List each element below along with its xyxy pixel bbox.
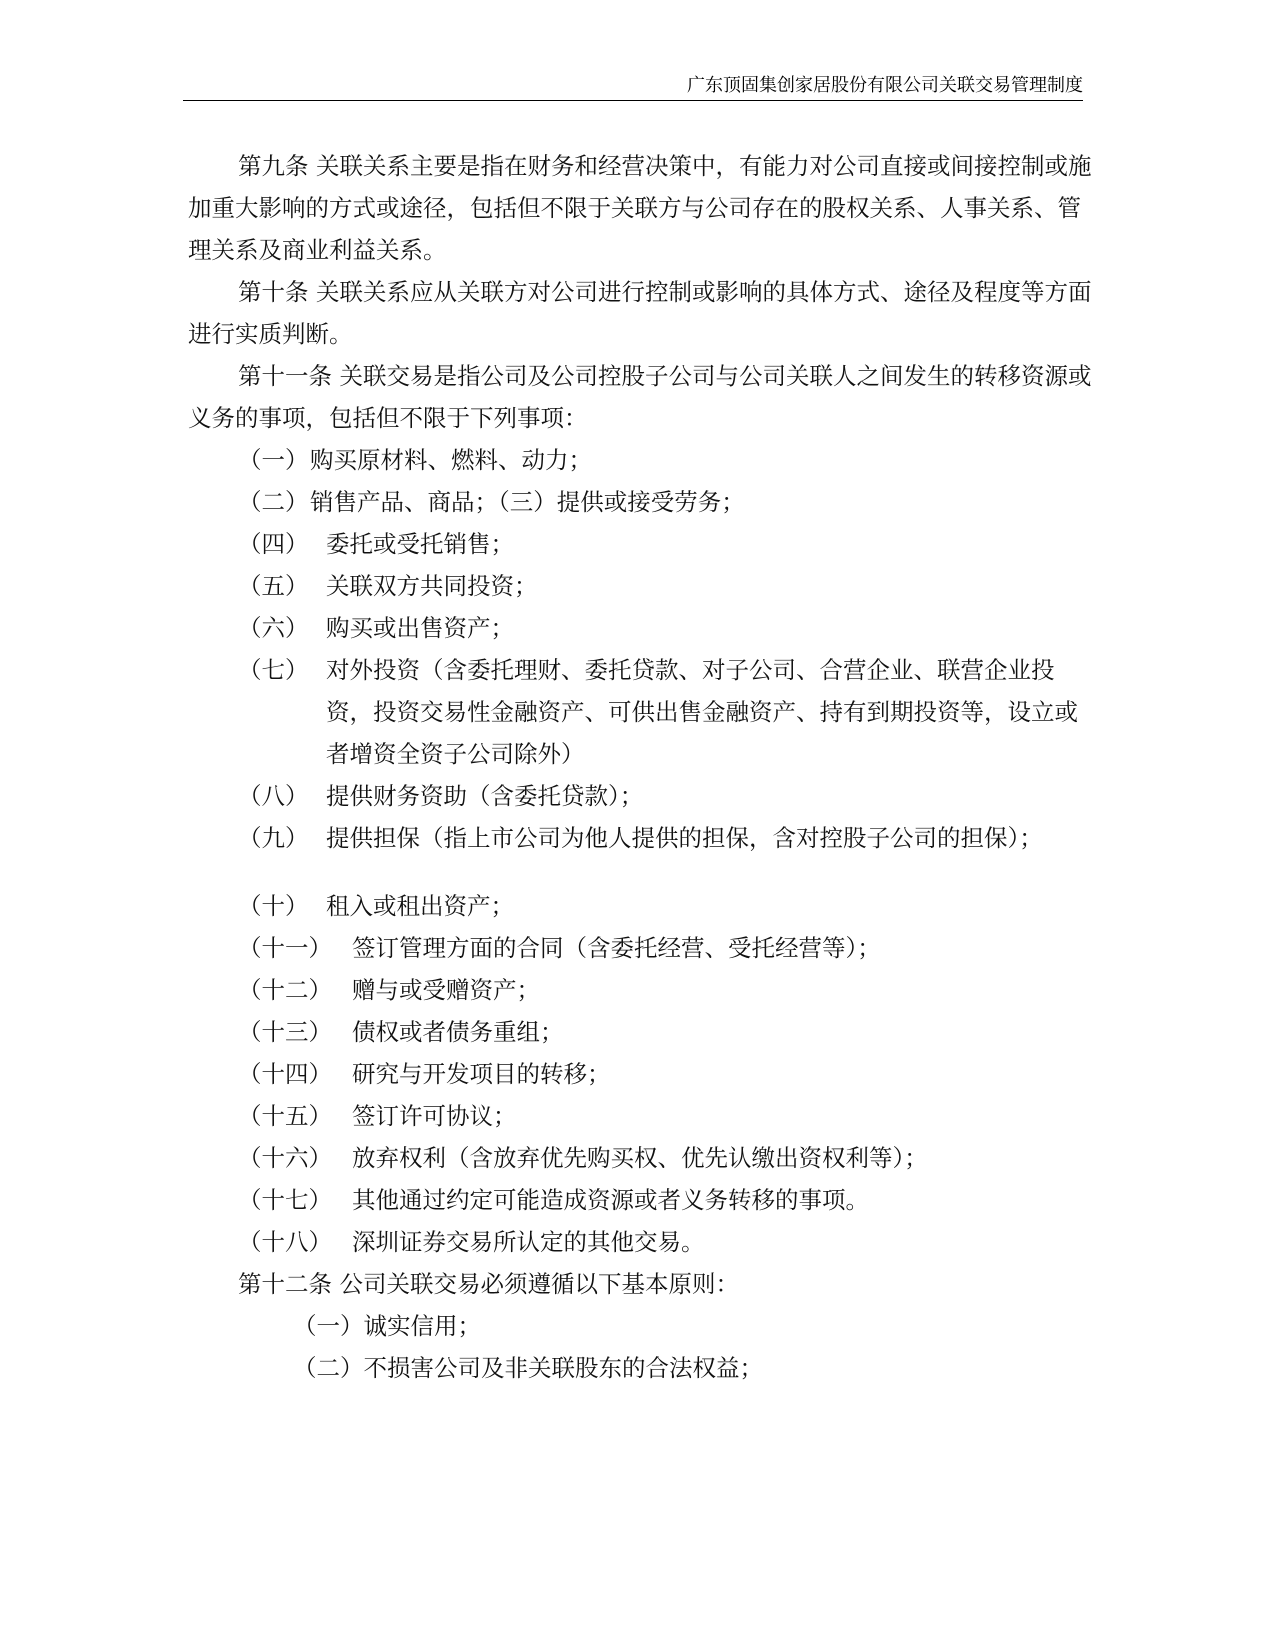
article-9: 第九条 关联关系主要是指在财务和经营决策中，有能力对公司直接或间接控制或施加重大影响的方式或途径，包括但不限于关联方与公司存在的股权关系、人事关系、管理关系及商业利益关系。 xyxy=(188,152,1092,264)
item-text: 提供担保（指上市公司为他人提供的担保，含对控股子公司的担保）； xyxy=(326,824,1043,852)
article-12: 第十二条 公司关联交易必须遵循以下基本原则： xyxy=(238,1270,739,1298)
list-item xyxy=(188,927,1093,969)
list-item xyxy=(188,1137,1093,1179)
item-number: （十八） xyxy=(238,1228,332,1256)
item-text: 债权或者债务重组； xyxy=(352,1018,564,1046)
list-item xyxy=(188,607,1093,649)
page-header xyxy=(183,72,1083,101)
item-text: 委托或受托销售； xyxy=(326,530,514,558)
list-item xyxy=(188,565,1093,607)
article-11: 第十一条 关联交易是指公司及公司控股子公司与公司关联人之间发生的转移资源或义务的事项，包括但不限于下列事项： xyxy=(188,362,1092,432)
item-number: （十五） xyxy=(238,1102,332,1130)
item-number: （十七） xyxy=(238,1186,332,1214)
principle-item xyxy=(188,1305,1093,1347)
item-number: （十四） xyxy=(238,1060,332,1088)
item-text: 销售产品、商品；（三）提供或接受劳务； xyxy=(310,488,745,516)
document-body xyxy=(188,145,1093,1389)
list-item xyxy=(188,1179,1093,1221)
list-item xyxy=(188,1095,1093,1137)
article-10: 第十条 关联关系应从关联方对公司进行控制或影响的具体方式、途径及程度等方面进行实质判断。 xyxy=(188,278,1092,348)
list-item xyxy=(188,969,1093,1011)
item-number: （十六） xyxy=(238,1144,332,1172)
item-text: 放弃权利（含放弃优先购买权、优先认缴出资权利等）； xyxy=(352,1144,928,1172)
list-item xyxy=(188,1221,1093,1263)
item-text: 购买或出售资产； xyxy=(326,614,514,642)
item-number: （十一） xyxy=(238,934,332,962)
item-text: 提供财务资助（含委托贷款）； xyxy=(326,782,644,810)
item-number: （一） xyxy=(238,446,309,474)
list-item xyxy=(188,775,1093,817)
principle-item xyxy=(188,1347,1093,1389)
spacer xyxy=(188,859,1093,885)
item-number: （十三） xyxy=(238,1018,332,1046)
list-item xyxy=(188,885,1093,927)
item-number: （十） xyxy=(238,892,309,920)
item-number: （十二） xyxy=(238,976,332,1004)
principle-text: 诚实信用； xyxy=(363,1312,481,1340)
item-text: 其他通过约定可能造成资源或者义务转移的事项。 xyxy=(352,1186,869,1214)
item-number: （二） xyxy=(238,488,309,516)
item-number: （八） xyxy=(238,782,309,810)
principle-text: 不损害公司及非关联股东的合法权益； xyxy=(363,1354,763,1382)
item-text: 购买原材料、燃料、动力； xyxy=(310,446,592,474)
item-number: （七） xyxy=(238,656,309,684)
list-item xyxy=(188,1011,1093,1053)
item-text: 赠与或受赠资产； xyxy=(352,976,540,1004)
list-item xyxy=(188,439,1093,481)
item-number: （六） xyxy=(238,614,309,642)
principle-number: （一） xyxy=(293,1312,364,1340)
item-text: 签订许可协议； xyxy=(352,1102,517,1130)
item-number: （五） xyxy=(238,572,309,600)
item-number: （九） xyxy=(238,824,309,852)
item-text: 签订管理方面的合同（含委托经营、受托经营等）； xyxy=(352,934,881,962)
list-item xyxy=(188,817,1093,859)
item-text: 关联双方共同投资； xyxy=(326,572,538,600)
principle-number: （二） xyxy=(293,1354,364,1382)
item-text: 深圳证券交易所认定的其他交易。 xyxy=(352,1228,705,1256)
list-item xyxy=(188,1053,1093,1095)
document-title: 广东顶固集创家居股份有限公司关联交易管理制度 xyxy=(687,75,1083,96)
item-number: （四） xyxy=(238,530,309,558)
item-text: 租入或租出资产； xyxy=(326,892,514,920)
list-item xyxy=(188,649,1093,775)
item-text: 研究与开发项目的转移； xyxy=(352,1060,611,1088)
list-item xyxy=(188,523,1093,565)
item-text: 对外投资（含委托理财、委托贷款、对子公司、合营企业、联营企业投资，投资交易性金融资产、可供出售金融资产、持有到期投资等，设立或者增资全资子公司除外） xyxy=(326,656,1078,768)
list-item xyxy=(188,481,1093,523)
